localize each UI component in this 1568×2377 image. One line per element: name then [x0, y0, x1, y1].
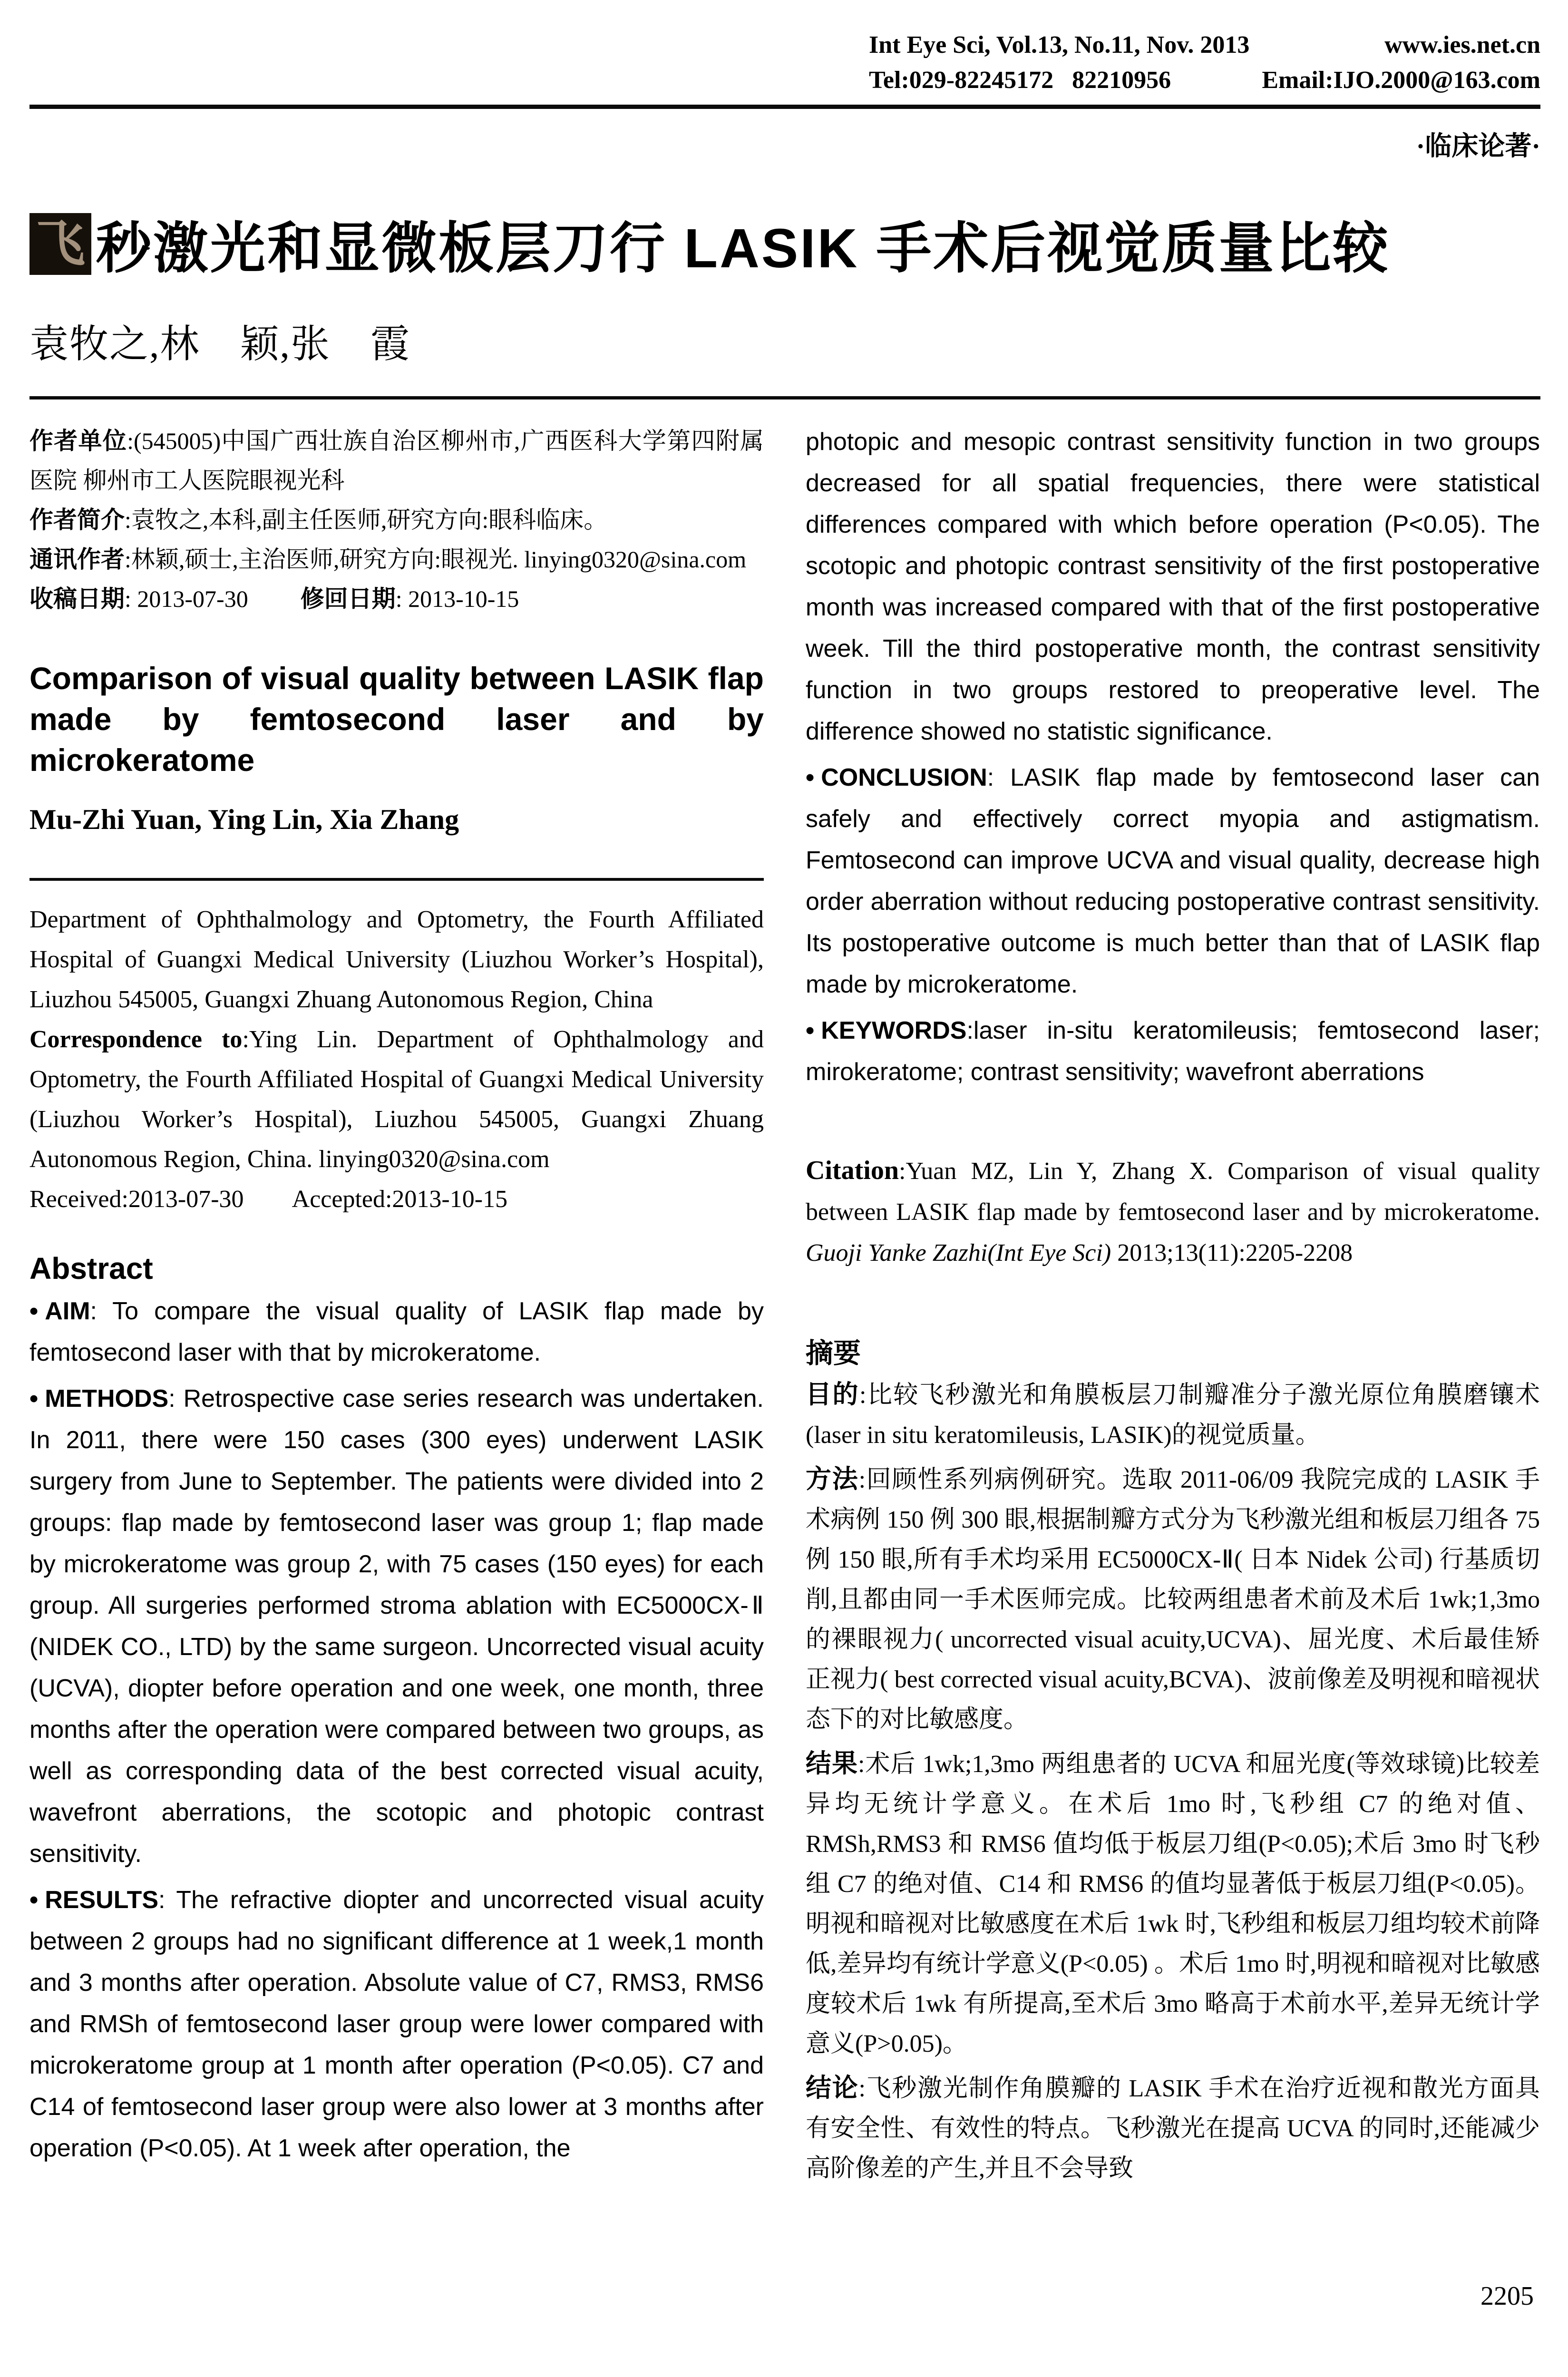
header-line-2 [869, 63, 1540, 98]
abstract-keywords [806, 1010, 1540, 1093]
chinese-abstract-heading: 摘要 [806, 1338, 861, 1369]
cn-results-text: :术后 1wk;1,3mo 两组患者的 UCVA 和屈光度(等效球镜)比较差异均无统计学意义。在术后 1mo 时,飞秒组 C7 的绝对值、RMSh,RMS3 和 RMS6 值均低于板层刀组(P<0.05);术后 3mo 时飞秒组 C7 的绝对值、C14 和 RMS6 的值均显著低于板层刀组(P<0.05)。明视和暗视对比敏感度在术后 1wk 时,飞秒组和板层刀组均较术前降低,差异均有统计学意义(P<0.05) 。术后 1mo 时,明视和暗视对比敏感度较术后 1wk 有所提高,至术后 3mo 略高于术前水平,差异无统计学意义(P>0.05)。 [806, 1751, 1540, 2057]
bio-text: :袁牧之,本科,副主任医师,研究方向:眼科临床。 [125, 507, 608, 533]
dates-cn [29, 579, 764, 619]
abstract-methods [29, 1378, 764, 1875]
affiliation-label: 作者单位 [29, 428, 127, 454]
abstract-aim [29, 1291, 764, 1374]
cn-results-label: 结果 [806, 1749, 858, 1778]
cn-conclusion-text: :飞秒激光制作角膜瓣的 LASIK 手术在治疗近视和散光方面具有安全性、有效性的特点。飞秒激光在提高 UCVA 的同时,还能减少高阶像差的产生,并且不会导致 [806, 2075, 1540, 2182]
journal-header [869, 28, 1540, 98]
cn-conclusion-label: 结论 [806, 2074, 859, 2102]
results-label: • RESULTS [29, 1886, 158, 1914]
corr-label: 通讯作者 [29, 546, 125, 573]
journal-volume-info: Int Eye Sci, Vol.13, No.11, Nov. 2013 [869, 31, 1250, 58]
two-column-body [29, 421, 1540, 2189]
right-column [806, 421, 1540, 2189]
aim-label: • AIM [29, 1297, 90, 1325]
citation-text: :Yuan MZ, Lin Y, Zhang X. Comparison of visual quality between LASIK flap made by femtosecond laser and by microkeratome. [806, 1158, 1540, 1226]
title-separator-rule [29, 396, 1540, 399]
methods-label: • METHODS [29, 1385, 168, 1413]
section-label: ·临床论著· [1416, 132, 1540, 161]
journal-telephone: Tel:029-82245172 82210956 [869, 67, 1171, 94]
abstract-heading: Abstract [29, 1251, 153, 1286]
abstract-results-continued: photopic and mesopic contrast sensitivity function in two groups decreased for all spatial frequencies, there were statistical differences compared with which before operation (P<0.05). The scotopic and photopic contrast sensitivity of the first postoperative month was increased compared with that of the first postoperative week. Till the third postoperative month, the contrast sensitivity function in two groups restored to preoperative level. The difference showed no statistic significance. [806, 428, 1540, 745]
received-label: 收稿日期 [29, 585, 125, 612]
article-title-cn [29, 204, 1540, 283]
revised-date: : 2013-10-15 [395, 585, 519, 612]
journal-email: Email:IJO.2000@163.com [1262, 67, 1540, 94]
dropcap-box: 飞 [29, 213, 91, 275]
header-line-1 [869, 28, 1540, 63]
dates-en: Received:2013-07-30 Accepted:2013-10-15 [29, 1186, 508, 1213]
conclusion-text: : LASIK flap made by femtosecond laser can safely and effectively correct myopia and astigmatism. Femtosecond can improve UCVA and visual quality, decrease high order aberration without reducing postoperative contrast sensitivity. Its postoperative outcome is much better than that of LASIK flap made by microkeratome. [806, 764, 1540, 998]
chinese-abstract-methods [806, 1459, 1540, 1740]
chinese-abstract-conclusion [806, 2068, 1540, 2189]
citation-tail: 2013;13(11):2205-2208 [1111, 1239, 1353, 1266]
affiliation-cn [29, 421, 764, 500]
aim-text: : To compare the visual quality of LASIK flap made by femtosecond laser with that by microkeratome. [29, 1297, 764, 1366]
citation-journal: Guoji Yanke Zazhi(Int Eye Sci) [806, 1239, 1111, 1266]
header-rule [29, 105, 1540, 109]
methods-text: : Retrospective case series research was undertaken. In 2011, there were 150 cases (300 eyes) underwent LASIK surgery from June to September. The patients were divided into 2 groups: flap made by femtosecond laser was group 1; flap made by microkeratome was group 2, with 75 cases (150 eyes) for each group. All surgeries performed stroma ablation with EC5000CX-Ⅱ (NIDEK CO., LTD) by the same surgeon. Uncorrected visual acuity (UCVA), diopter before operation and one week, one month, three months after the operation were compared between two groups, as well as corresponding data of the best corrected visual acuity, wavefront aberrations, the scotopic and photopic contrast sensitivity. [29, 1385, 764, 1868]
citation-label: Citation [806, 1156, 899, 1185]
correspondence-text: :Ying Lin. Department of Ophthalmology and Optometry, the Fourth Affiliated Hospital of Guangxi Medical University (Liuzhou Worker’s Hospital), Liuzhou 545005, Guangxi Zhuang Autonomous Region, China. linying0320@sina.com [29, 1026, 764, 1173]
journal-website: www.ies.net.cn [1384, 31, 1540, 58]
correspondence-en [29, 1020, 764, 1179]
cn-methods-text: :回顾性系列病例研究。选取 2011-06/09 我院完成的 LASIK 手术病例 150 例 300 眼,根据制瓣方式分为飞秒激光组和板层刀组各 75 例 150 眼,所有手术均采用 EC5000CX-Ⅱ( 日本 Nidek 公司) 行基质切削,且都由同一手术医师完成。比较两组患者术前及术后 1wk;1,3mo 的裸眼视力( uncorrected visual acuity,UCVA)、屈光度、术后最佳矫正视力( best corrected visual acuity,BCVA)、波前像差及明视和暗视状态下的对比敏感度。 [806, 1466, 1540, 1733]
authors-separator-rule [29, 878, 764, 881]
revised-label: 修回日期 [300, 585, 396, 612]
citation [806, 1150, 1540, 1274]
article-title-en: Comparison of visual quality between LASIK flap made by femtosecond laser and by microkeratome [29, 661, 764, 778]
cn-aim-text: :比较飞秒激光和角膜板层刀制瓣准分子激光原位角膜磨镶术(laser in situ keratomileusis, LASIK)的视觉质量。 [806, 1382, 1540, 1449]
results-text-left: : The refractive diopter and uncorrected visual acuity between 2 groups had no significant difference at 1 week,1 month and 3 months after operation. Absolute value of C7, RMS3, RMS6 and RMSh of femtosecond laser group were lower compared with microkeratome group at 1 month after operation (P<0.05). C7 and C14 of femtosecond laser group were also lower at 3 months after operation (P<0.05). At 1 week after operation, the [29, 1886, 764, 2162]
keywords-text: :laser in-situ keratomileusis; femtosecond laser; mirokeratome; contrast sensitivity; wavefront aberrations [806, 1017, 1540, 1086]
author-bio-cn [29, 500, 764, 540]
keywords-label: • KEYWORDS [806, 1017, 966, 1044]
received-date: : 2013-07-30 [125, 585, 248, 612]
affiliation-en: Department of Ophthalmology and Optometry, the Fourth Affiliated Hospital of Guangxi Medical University (Liuzhou Worker’s Hospital), Liuzhou 545005, Guangxi Zhuang Autonomous Region, China [29, 906, 764, 1013]
affiliation-text: :(545005)中国广西壮族自治区柳州市,广西医科大学第四附属医院 柳州市工人医院眼视光科 [29, 428, 764, 494]
corresponding-author-cn [29, 540, 764, 579]
conclusion-label: • CONCLUSION [806, 764, 987, 791]
corr-text: :林颖,硕士,主治医师,研究方向:眼视光. linying0320@sina.com [125, 546, 747, 573]
authors-en: Mu-Zhi Yuan, Ying Lin, Xia Zhang [29, 804, 459, 835]
authors-cn: 袁牧之,林 颖,张 霞 [29, 322, 411, 366]
cn-aim-label: 目的 [806, 1380, 859, 1409]
chinese-abstract-aim [806, 1374, 1540, 1455]
bio-label: 作者简介 [29, 507, 125, 533]
left-column [29, 421, 764, 2189]
abstract-conclusion [806, 757, 1540, 1005]
correspondence-label: Correspondence to [29, 1026, 243, 1053]
chinese-abstract-results [806, 1744, 1540, 2064]
affiliation-block-en [29, 900, 764, 1219]
cn-methods-label: 方法 [806, 1465, 859, 1493]
article-title-text: 秒激光和显微板层刀行 LASIK 手术后视觉质量比较 [96, 217, 1390, 279]
page-number: 2205 [1480, 2281, 1534, 2311]
abstract-results-left [29, 1880, 764, 2169]
author-info-block [29, 421, 764, 619]
